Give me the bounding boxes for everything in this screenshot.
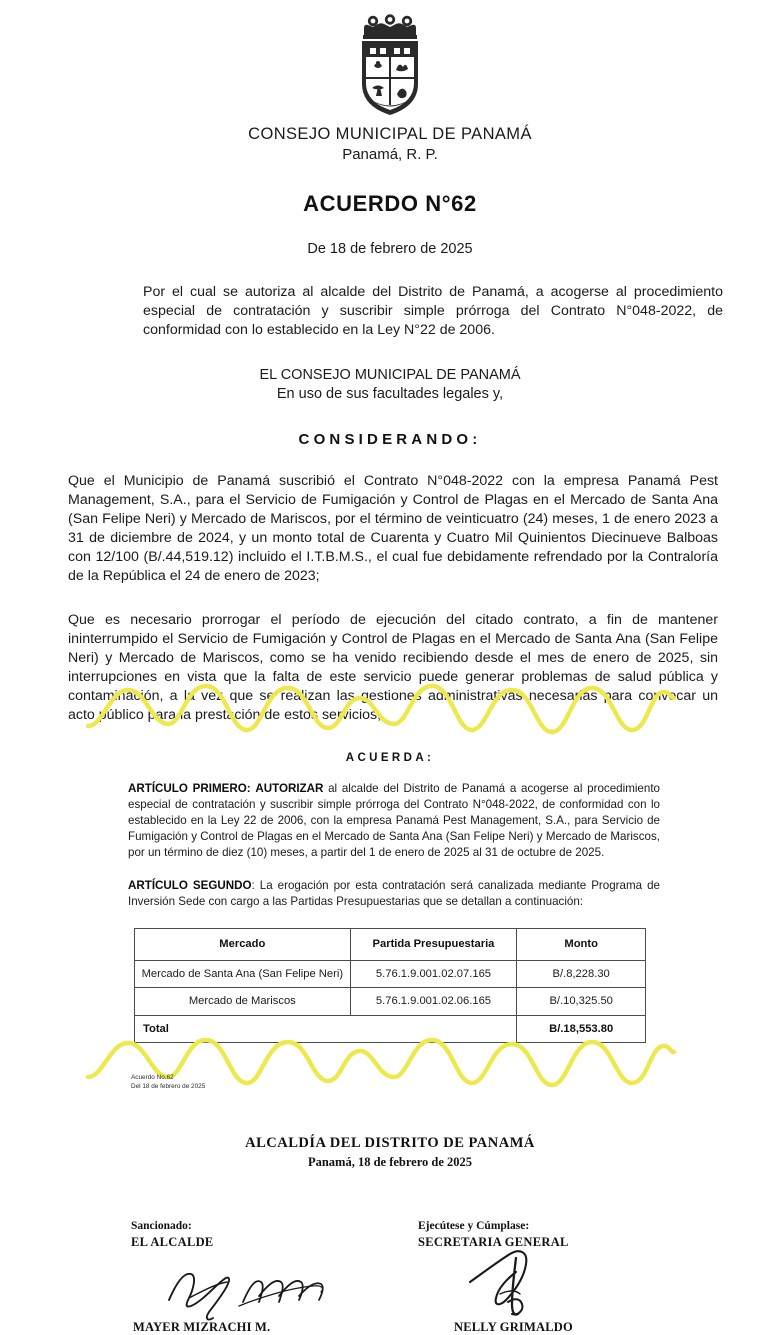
article-primero-action: AUTORIZAR: [255, 782, 324, 796]
cell-mercado: Mercado de Santa Ana (San Felipe Neri): [135, 960, 351, 988]
handwritten-signature-icon: [416, 1250, 676, 1320]
article-primero-label: ARTÍCULO PRIMERO:: [128, 782, 251, 796]
considerando-paragraph-2: Que es necesario prorrogar el período de ejecución del citado contrato, a fin de mantener ininterrumpido el Servicio de Fumigación y Control de Plagas en el Mercado de Santa Ana (San Felipe Neri) y Mercado de Mariscos, como se ha venido recibiendo desde el mes de enero de 2025, sin interrupciones en vista que la falta de este servicio puede generar problemas de salud pública y contaminación, a la vez que se realizan las gestiones administrativas necesarias para convocar un acto público para la prestación de estos servicios;: [68, 612, 718, 724]
table-total-row: [135, 1015, 646, 1043]
signature-block-alcalde: [131, 1218, 381, 1334]
yellow-wavy-highlight-bottom: [0, 1035, 780, 1091]
acuerda-heading: ACUERDA:: [345, 752, 435, 765]
signature-role-alcalde: EL ALCALDE: [131, 1234, 214, 1249]
table-row: [135, 988, 646, 1016]
column-header-mercado: Mercado: [135, 929, 351, 961]
column-header-monto: Monto: [517, 929, 646, 961]
cell-total-label: Total: [135, 1015, 517, 1043]
signature-name-secretaria: NELLY GRIMALDO: [454, 1319, 573, 1334]
organization-city: Panamá, R. P.: [342, 146, 438, 163]
article-primero: [128, 781, 660, 861]
document-header: [0, 0, 780, 163]
invocation-line-1: EL CONSEJO MUNICIPAL DE PANAMÁ: [259, 366, 521, 383]
article-segundo-text: : La erogación por esta contratación será canalizada mediante Programa de Inversión Sede con cargo a las Partidas Presupuestarias que se detallan a continuación:: [128, 879, 661, 909]
organization-name: CONSEJO MUNICIPAL DE PANAMÁ: [248, 125, 532, 143]
cell-mercado: Mercado de Mariscos: [135, 988, 351, 1016]
signature-name-alcalde: MAYER MIZRACHI M.: [133, 1319, 271, 1334]
footnote-line-1: Acuerdo No.62: [131, 1074, 174, 1081]
considerando-paragraph-1: Que el Municipio de Panamá suscribió el Contrato N°048-2022 con la empresa Panamá Pest Management, S.A., para el Servicio de Fumigación y Control de Plagas en el Mercado de Santa Ana (San Felipe Neri) y Mercado de Mariscos, por el término de veinticuatro (24) meses, 1 de enero 2023 a 31 de diciembre de 2024, y un monto total de Cuarenta y Cuatro Mil Quinientos Diecinueve Balboas con 12/100 (B/.44,519.12) incluido el I.T.B.M.S., el cual fue debidamente refrendado por la Contraloría de la República el 24 de enero de 2023;: [68, 472, 718, 584]
signature-block-secretaria: [416, 1218, 676, 1334]
table-header-row: [135, 929, 646, 961]
budget-table: [134, 928, 646, 1043]
handwritten-signature-icon: [131, 1250, 381, 1320]
cell-monto: B/.8,228.30: [517, 960, 646, 988]
document-footnote: [131, 1073, 205, 1091]
document-date: De 18 de febrero de 2025: [307, 241, 473, 257]
closing-organization: ALCALDÍA DEL DISTRITO DE PANAMÁ: [245, 1135, 535, 1152]
closing-block: [0, 1135, 780, 1170]
considerando-heading: CONSIDERANDO:: [298, 430, 482, 448]
article-primero-text: al alcalde del Distrito de Panamá a acogerse al procedimiento especial de contratación y suscribir simple prórroga del Contrato N°048-2022, de conformidad con lo establecido en la Ley 22 de 2006, con la empresa Panamá Pest Management, S.A., para Servicio de Fumigación y Control de Plagas en el Mercado de Santa Ana (San Felipe Neri) y Mercado de Mariscos, por un término de diez (10) meses, a partir del 1 de enero de 2025 al 31 de octubre de 2025.: [128, 782, 660, 860]
table-row: [135, 960, 646, 988]
cell-total-value: B/.18,553.80: [517, 1015, 646, 1043]
panama-city-coat-of-arms-icon: [356, 14, 424, 118]
cell-monto: B/.10,325.50: [517, 988, 646, 1016]
cell-partida: 5.76.1.9.001.02.06.165: [350, 988, 517, 1016]
budget-table-container: [0, 928, 780, 1043]
article-segundo: [128, 878, 660, 910]
closing-place-date: Panamá, 18 de febrero de 2025: [307, 1155, 473, 1170]
column-header-partida: Partida Presupuestaria: [350, 929, 517, 961]
cell-partida: 5.76.1.9.001.02.07.165: [350, 960, 517, 988]
signature-role-secretaria: SECRETARIA GENERAL: [418, 1234, 569, 1249]
invocation-line-2: En uso de sus facultades legales y,: [276, 386, 504, 403]
article-segundo-label: ARTÍCULO SEGUNDO: [128, 879, 252, 893]
signature-caption-sancionado: Sancionado:: [131, 1220, 192, 1233]
footnote-line-2: Del 18 de febrero de 2025: [131, 1083, 206, 1091]
invocation-block: [0, 366, 780, 405]
page-title: ACUERDO N°62: [303, 191, 477, 216]
signature-caption-ejecutese: Ejecútese y Cúmplase:: [418, 1220, 530, 1233]
signature-section: [0, 1218, 780, 1334]
document-summary: Por el cual se autoriza al alcalde del Distrito de Panamá, a acogerse al procedimiento especial de contratación y suscribir simple prórroga del Contrato N°048-2022, de conformidad con lo establecido en la Ley N°22 de 2006.: [143, 284, 723, 338]
